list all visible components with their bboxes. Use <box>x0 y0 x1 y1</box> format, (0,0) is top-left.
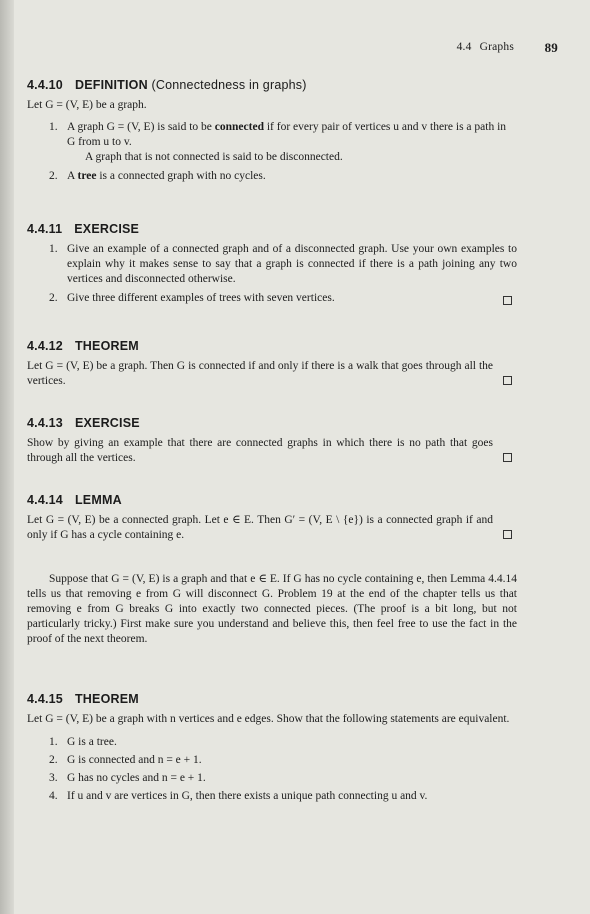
exercise-title-1: EXERCISE <box>74 222 140 236</box>
theorem-2-item <box>27 789 517 804</box>
end-of-proof-box <box>503 530 512 539</box>
exercise-heading-1 <box>27 222 517 236</box>
definition-item-1 <box>27 120 517 150</box>
list-number: 4. <box>49 790 58 802</box>
definition-item-2-pre: A <box>67 170 75 182</box>
exercise-block-2 <box>27 416 517 466</box>
exercise-block-1 <box>27 222 517 306</box>
theorem-title-1: THEOREM <box>74 339 139 353</box>
exercise-list <box>27 242 517 306</box>
definition-number: 4.4.10 <box>27 78 63 92</box>
definition-item-2-post: is a connected graph with no cycles. <box>99 170 266 182</box>
theorem-block-1 <box>27 339 517 389</box>
list-number: 2. <box>49 292 58 304</box>
theorem-intro-2: Let G = (V, E) be a graph with n vertices and e edges. Show that the following statements are equivalent. <box>27 713 510 725</box>
exercise-heading-2 <box>27 416 517 430</box>
body-paragraph: Suppose that G = (V, E) is a graph and that e ∈ E. If G has no cycle containing e, then Lemma 4.4.14 tells us that removing e from G will disconnect G. Problem 19 at the end of the chapter tells us that removing e from G breaks G into exactly two connected pieces. (The proof is a bit long, but not particularly tricky.) First make sure you understand and believe this, then feel free to use the fact in the proof of the next theorem. <box>27 573 517 645</box>
lemma-body <box>27 513 517 543</box>
list-number: 1. <box>49 121 58 133</box>
theorem-2-item-text: G has no cycles and n = e + 1. <box>67 772 206 784</box>
header-title: Graphs <box>479 41 514 53</box>
definition-note-text: A graph that is not connected is said to be disconnected. <box>85 151 343 163</box>
theorem-number-1: 4.4.12 <box>27 339 63 353</box>
list-number: 1. <box>49 243 58 255</box>
definition-item-2 <box>27 169 517 184</box>
lemma-text: Let G = (V, E) be a connected graph. Let e ∈ E. Then G′ = (V, E \ {e}) is a connected graph if and only if G has a cycle containing e. <box>27 514 493 541</box>
end-of-proof-box <box>503 453 512 462</box>
theorem-2-list <box>27 735 517 804</box>
term-tree: tree <box>77 170 97 182</box>
theorem-2-item <box>27 735 517 750</box>
list-number: 2. <box>49 170 58 182</box>
exercise-item-2 <box>27 291 517 306</box>
page-number: 89 <box>544 40 558 55</box>
end-of-proof-box <box>503 376 512 385</box>
exercise-item-1-text: Give an example of a connected graph and of a disconnected graph. Use your own examples to explain why it makes sense to say that a graph is connected if there is a path joining any two vertices and disconnected otherwise. <box>67 243 517 285</box>
definition-block <box>27 78 517 184</box>
theorem-title-2: THEOREM <box>74 692 139 706</box>
definition-intro: Let G = (V, E) be a graph. <box>27 99 147 111</box>
definition-list <box>27 120 517 184</box>
theorem-number-2: 4.4.15 <box>27 692 63 706</box>
list-number: 2. <box>49 754 58 766</box>
definition-title: DEFINITION <box>74 78 148 92</box>
list-number: 3. <box>49 772 58 784</box>
theorem-heading-2 <box>27 692 517 706</box>
definition-note <box>27 150 517 165</box>
list-number: 1. <box>49 736 58 748</box>
running-header <box>456 40 558 55</box>
exercise-title-2: EXERCISE <box>74 416 140 430</box>
theorem-block-2 <box>27 692 517 804</box>
exercise-item-1 <box>27 242 517 287</box>
theorem-2-item-text: G is connected and n = e + 1. <box>67 754 202 766</box>
theorem-2-item <box>27 753 517 768</box>
header-section: 4.4 <box>456 41 472 53</box>
term-connected: connected <box>214 121 264 133</box>
theorem-body-1 <box>27 359 517 389</box>
theorem-2-item-text: G is a tree. <box>67 736 117 748</box>
definition-heading <box>27 78 517 92</box>
lemma-title: LEMMA <box>74 493 122 507</box>
exercise-body-2 <box>27 436 517 466</box>
definition-item-1-pre: A graph G = (V, E) is said to be <box>67 121 212 133</box>
lemma-heading <box>27 493 517 507</box>
definition-subtitle: (Connectedness in graphs) <box>151 78 307 92</box>
theorem-2-item <box>27 771 517 786</box>
theorem-2-item-text: If u and v are vertices in G, then there exists a unique path connecting u and v. <box>67 790 428 802</box>
exercise-number-2: 4.4.13 <box>27 416 63 430</box>
theorem-heading-1 <box>27 339 517 353</box>
end-of-proof-box <box>503 296 512 305</box>
theorem-text-1: Let G = (V, E) be a graph. Then G is connected if and only if there is a walk that goes through all the vertices. <box>27 360 493 387</box>
body-paragraph-block <box>27 572 517 647</box>
exercise-text-2: Show by giving an example that there are connected graphs in which there is no path that goes through all the vertices. <box>27 437 493 464</box>
lemma-block <box>27 493 517 543</box>
exercise-item-2-text: Give three different examples of trees with seven vertices. <box>67 292 335 304</box>
exercise-number-1: 4.4.11 <box>27 222 63 236</box>
definition-item-1-post: if for every pair of vertices u and v there is a path in G from u to v. <box>67 121 507 148</box>
lemma-number: 4.4.14 <box>27 493 63 507</box>
